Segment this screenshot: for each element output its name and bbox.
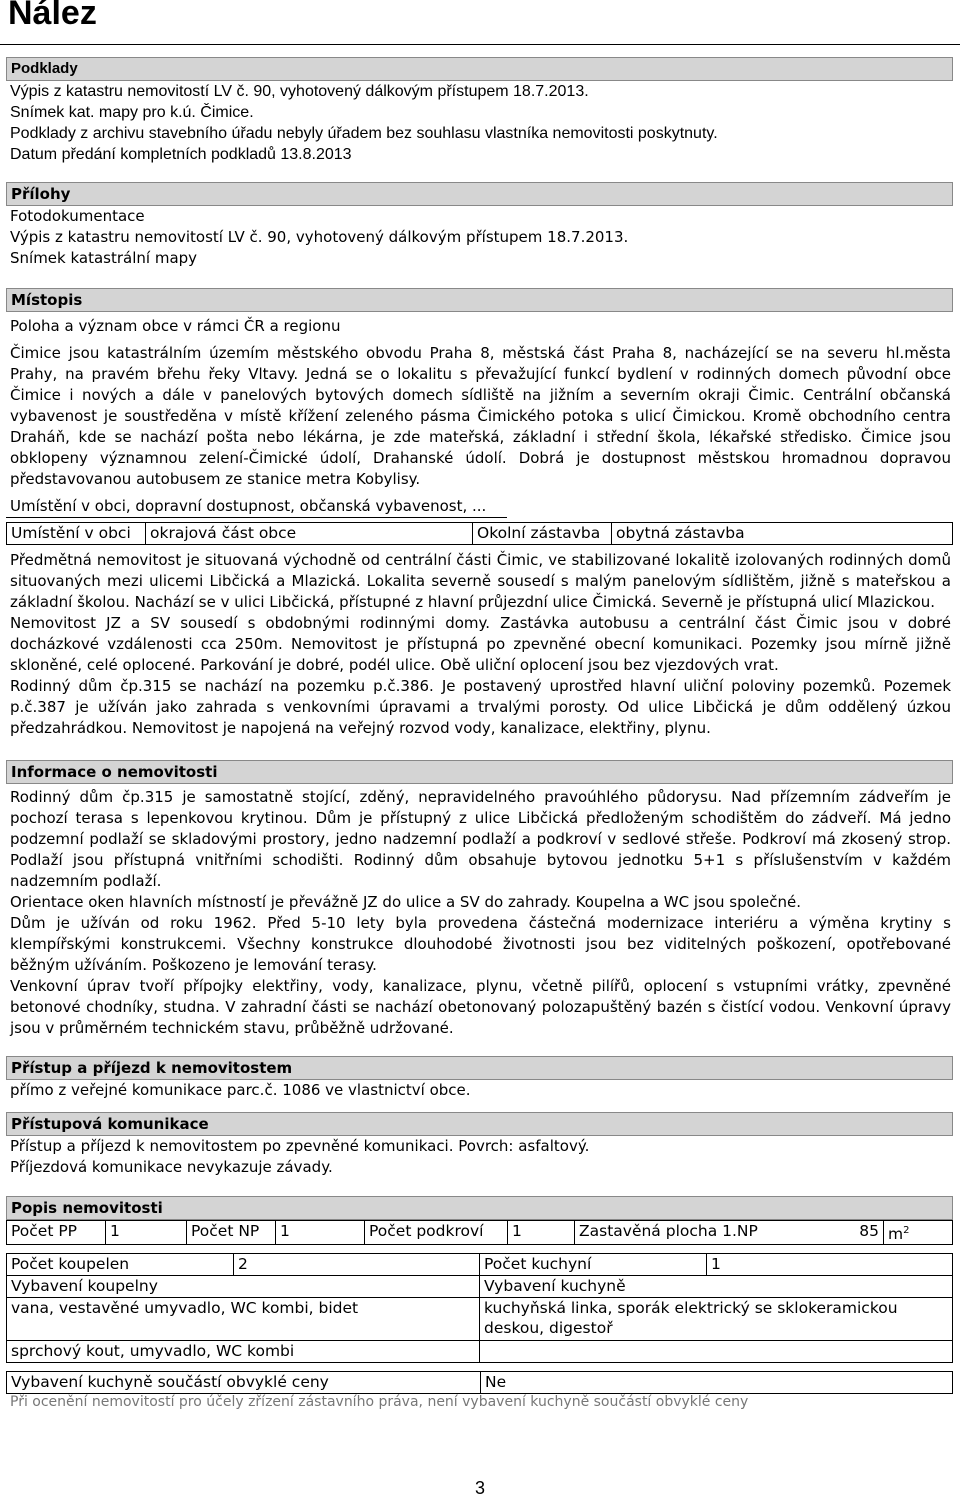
kuchyne-vybaveni-empty [480, 1341, 953, 1363]
mistopis-paragraph: Rodinný dům čp.315 se nachází na pozemku p.č.386. Je postavený uprostřed hlavní uliční poloviny pozemků. Pozemek p.č.387 je užíván jako zahrada s venkovními úpravami a trvalými porosty. Od ulice Libčická je dům oddělený úzkou předzahrádkou. Nemovitost je napojená na veřejný rozvod vody, kanalizace, elektřiny, plynu. [10, 677, 951, 737]
soucast-table [6, 1371, 953, 1394]
informace-text [6, 787, 953, 1039]
kuchyni-label: Počet kuchyní [480, 1254, 707, 1276]
section-heading: Informace o nemovitosti [6, 760, 953, 784]
pp-label: Počet PP [7, 1221, 106, 1245]
komunikace-line: Příjezdová komunikace nevykazuje závady. [10, 1158, 333, 1176]
pp-value: 1 [106, 1221, 187, 1245]
mistopis-paragraph: Předmětná nemovitost je situovaná východně od centrální části Čimic, ve stabilizované lokalitě izolovaných rodinných domů situovaných mezi ulicemi Libčická a Mlazická. Lokalita severně sousedí s malým panelovým sídlištěm, jižně s mateřskou a základní školou. Nachází se v ulici Libčická, přístupné z hlavní průjezdní ulice Čimická. Severně je přístupná ulicí Mlazickou. [10, 551, 951, 611]
section-mistopis [6, 288, 953, 739]
umisteni-label: Umístění v obci [7, 523, 146, 545]
podklady-line: Snímek kat. mapy pro k.ú. Čimice. [10, 104, 254, 121]
zastavba-label: Okolní zástavba [473, 523, 612, 545]
page-number: 3 [474, 1478, 485, 1498]
section-informace [6, 760, 953, 1039]
plocha-unit-base: m [888, 1225, 904, 1244]
informace-paragraph: Orientace oken hlavních místností je převážně JZ do ulice a SV do zahrady. Koupelna a WC jsou společné. [10, 893, 801, 911]
section-heading: Popis nemovitosti [6, 1196, 953, 1220]
zastavba-value: obytná zástavba [612, 523, 953, 545]
podklady-line: Výpis z katastru nemovitostí LV č. 90, vyhotovený dálkovým přístupem 18.7.2013. [10, 83, 589, 100]
page-title: Nález [8, 0, 97, 32]
kuchyne-vybaveni: kuchyňská linka, sporák elektrický se sklokeramickou deskou, digestoř [480, 1298, 953, 1341]
vybaveni-koupelny-label: Vybavení koupelny [7, 1276, 480, 1298]
section-heading: Přílohy [6, 182, 953, 206]
section-popis [6, 1196, 953, 1410]
podkrovi-label: Počet podkroví [365, 1221, 508, 1245]
koupelna-vybaveni-1: vana, vestavěné umyvadlo, WC kombi, bidet [7, 1298, 480, 1341]
soucast-value: Ne [481, 1372, 953, 1394]
informace-paragraph: Venkovní úprav tvoří přípojky elektřiny, vody, kanalizace, plynu, včetně pilířů, oplocení s vstupními vrátky, zpevněné betonové chodníky, studna. V zahradní části se nachází obetonovaný polozapuštěný bazén s čistící vodou. Venkovní úpravy jsou v průměrném technickém stavu, průběžně udržované. [10, 977, 951, 1037]
mistopis-paragraph: Nemovitost JZ a SV sousedí s obdobnými rodinnými domy. Zastávka autobusu a centrální část Čimic jsou v dobré docházkové vzdálenosti cca 250m. Nemovitost je přístupná po zpevněné obecní komunikaci. Pozemky jsou mírně jižně skloněné, celé oplocené. Parkování je dobré, podél ulice. Obě uliční oplocení jsou bez vjezdových vrat. [10, 614, 951, 674]
prilohy-line: Snímek katastrální mapy [10, 249, 198, 267]
koupelen-label: Počet koupelen [7, 1254, 234, 1276]
section-heading: Místopis [6, 288, 953, 312]
kuchyni-value: 1 [707, 1254, 953, 1276]
mistopis-paragraph: Čimice jsou katastrálním územím městského obvodu Praha 8, městská část Praha 8, nacházející se na severu hl.města Prahy, na pravém břehu řeky Vltavy. Jedná se o lokalitu s převažující funkcí bydlení v rodinných domech původní obce Čimice i nových a dále v panelových bytových domech sídliště na jižním a severním okraji Čimic. Centrální občanská vybavenost je soustředěna v místě křížení zeleného pásma Čimického potoka s ulicí Čimickou. Kromě obchodního centra Draháň, kde se nachází pošta nebo lékárna, je zde mateřská, základní i střední škola, lékařské středisko. Čimice jsou obklopeny významnou zelení-Čimické údolí, Drahanské údolí. Dobrá je dostupnost městskou hromadnou dopravou představovanou autobusem ze stanice metra Kobylisy. [10, 344, 951, 488]
komunikace-line: Přístup a příjezd k nemovitostem po zpevněné komunikaci. Povrch: asfaltový. [10, 1137, 590, 1155]
footnote: Při ocenění nemovitostí pro účely zřízení zástavního práva, není vybavení kuchyně součástí obvyklé ceny [10, 1394, 749, 1411]
informace-paragraph: Rodinný dům čp.315 je samostatně stojící, zděný, nepravidelného pravoúhlého půdorysu. Nad přízemním zádveřím je pochozí terasa s lepenkovou krytinou. Dům je přístupný z ulice Libčická předloženým schodištěm do zádveří. Má jedno podzemní podlaží se skladovými prostory, jedno nadzemní podlaží a podkroví v sedlové střeše. Podkroví má zkosený strop. Podlaží jsou přístupná vnitřními schodišti. Rodinný dům obsahuje bytovou jednotku 5+1 s příslušenstvím v každém nadzemním podlaží. [10, 788, 951, 890]
plocha-label-text: Zastavěná plocha 1.NP [579, 1222, 758, 1240]
np-value: 1 [276, 1221, 365, 1245]
section-heading: Přístupová komunikace [6, 1112, 953, 1136]
umisteni-table [6, 522, 953, 545]
section-komunikace [6, 1112, 953, 1178]
podkrovi-value: 1 [508, 1221, 575, 1245]
plocha-label [575, 1221, 884, 1245]
subheading: Poloha a význam obce v rámci ČR a regionu [10, 317, 341, 335]
vybaveni-kuchyne-label: Vybavení kuchyně [480, 1276, 953, 1298]
section-podklady [6, 57, 953, 165]
prilohy-line: Výpis z katastru nemovitostí LV č. 90, vyhotovený dálkovým přístupem 18.7.2013. [10, 228, 629, 246]
pristup-line: přímo z veřejné komunikace parc.č. 1086 ve vlastnictví obce. [10, 1081, 471, 1099]
plocha-value: 85 [859, 1222, 879, 1240]
section-pristup [6, 1056, 953, 1101]
plocha-unit [884, 1221, 953, 1245]
umisteni-heading: Umístění v obci, dopravní dostupnost, občanská vybavenost, ... [6, 496, 507, 518]
np-label: Počet NP [187, 1221, 276, 1245]
title-divider [0, 44, 960, 45]
vybaveni-table [6, 1253, 953, 1363]
section-prilohy [6, 182, 953, 269]
section-heading: Přístup a příjezd k nemovitostem [6, 1056, 953, 1080]
prilohy-line: Fotodokumentace [10, 207, 145, 225]
podklady-line: Datum předání kompletních podkladů 13.8.2013 [10, 146, 352, 163]
informace-paragraph: Dům je užíván od roku 1962. Před 5-10 lety byla provedena částečná modernizace interiéru a výměna krytiny s klempířskými konstrukcemi. Všechny konstrukce dlouhodobé životnosti jsou bez viditelných poškození, opotřebované běžným užíváním. Poškozeno je lemování terasy. [10, 914, 951, 974]
section-heading: Podklady [6, 57, 953, 81]
plocha-unit-exponent: 2 [903, 1225, 910, 1236]
podklady-line: Podklady z archivu stavebního úřadu nebyly úřadem bez souhlasu vlastníka nemovitosti poskytnuty. [10, 125, 718, 142]
soucast-label: Vybavení kuchyně součástí obvyklé ceny [7, 1372, 481, 1394]
umisteni-value: okrajová část obce [146, 523, 473, 545]
koupelen-value: 2 [234, 1254, 480, 1276]
koupelna-vybaveni-2: sprchový kout, umyvadlo, WC kombi [7, 1341, 480, 1363]
popis-counts-table [6, 1220, 953, 1245]
mistopis-text [6, 550, 953, 739]
